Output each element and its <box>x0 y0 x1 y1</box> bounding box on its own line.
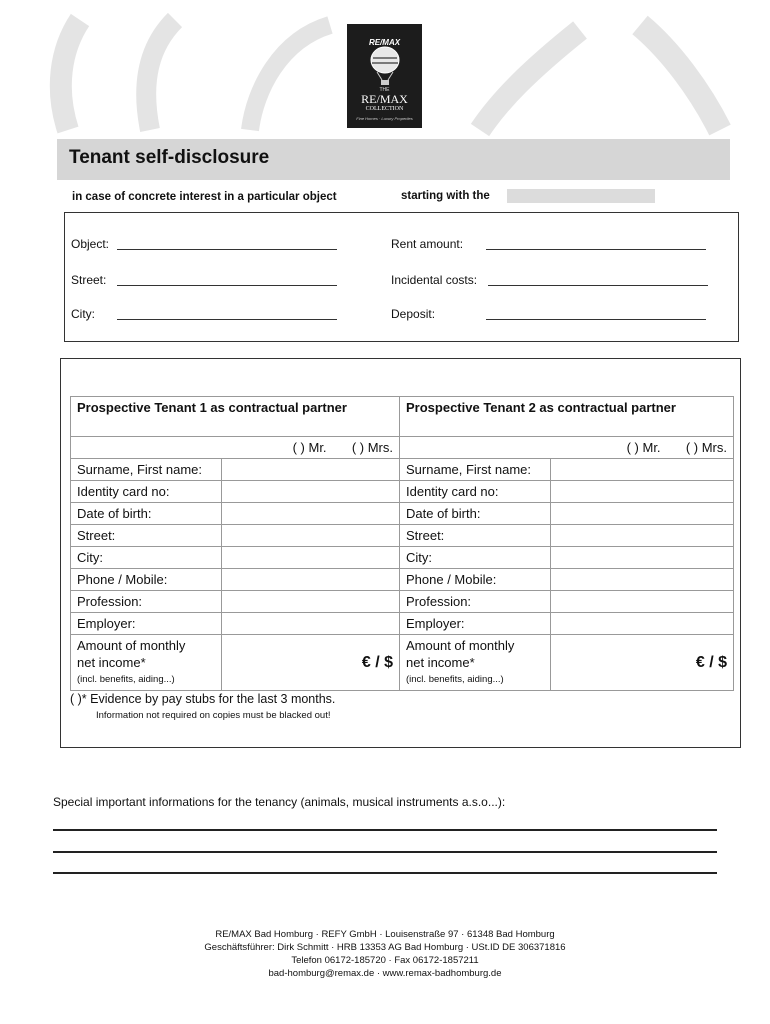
tenant1-mrs-option[interactable]: ( ) Mrs. <box>351 440 393 455</box>
table-row <box>71 547 734 569</box>
row-label: City: <box>400 547 551 569</box>
row-label: Surname, First name: <box>71 459 222 481</box>
logo-top-text: RE/MAX <box>368 38 401 47</box>
special-info-line-2[interactable] <box>53 851 717 853</box>
special-info-label: Special important informations for the tenancy (animals, musical instruments a.s.o...): <box>53 795 506 809</box>
page-title: Tenant self-disclosure <box>69 147 270 168</box>
income-label <box>400 635 551 691</box>
tenant1-city-field[interactable] <box>222 547 400 569</box>
city-label: City: <box>71 307 95 321</box>
tenant2-mr-option[interactable]: ( ) Mr. <box>626 440 661 455</box>
row-label: Surname, First name: <box>400 459 551 481</box>
income-label-line2: net income* <box>406 655 475 670</box>
tenant2-street-field[interactable] <box>551 525 734 547</box>
row-label: Date of birth: <box>71 503 222 525</box>
deposit-label: Deposit: <box>391 307 436 321</box>
evidence-checkbox-text[interactable]: ( )* Evidence by pay stubs for the last 3 months. <box>70 692 336 706</box>
incidental-costs-field[interactable] <box>488 275 708 286</box>
currency-label: € / $ <box>695 653 727 671</box>
tenant1-street-field[interactable] <box>222 525 400 547</box>
row-label: Profession: <box>71 591 222 613</box>
special-info-line-1[interactable] <box>53 829 717 831</box>
tenant2-profession-field[interactable] <box>551 591 734 613</box>
evidence-note: Information not required on copies must be blacked out! <box>96 710 331 721</box>
object-details-box <box>64 212 739 342</box>
row-label: Date of birth: <box>400 503 551 525</box>
tenant2-city-field[interactable] <box>551 547 734 569</box>
remax-collection-logo <box>347 24 422 128</box>
tenant2-salutation[interactable] <box>400 437 734 459</box>
currency-label: € / $ <box>361 653 393 671</box>
tenant1-income-field[interactable] <box>222 635 400 691</box>
income-label-line1: Amount of monthly <box>77 638 186 653</box>
row-label: Phone / Mobile: <box>400 569 551 591</box>
tenant-table <box>70 396 734 691</box>
tenant2-phone-field[interactable] <box>551 569 734 591</box>
city-field[interactable] <box>117 309 337 320</box>
logo-name: RE/MAX <box>361 92 408 106</box>
row-label: Phone / Mobile: <box>71 569 222 591</box>
tenant2-id-card-field[interactable] <box>551 481 734 503</box>
table-row <box>71 569 734 591</box>
start-date-field[interactable] <box>507 189 655 203</box>
tenant2-header: Prospective Tenant 2 as contractual partner <box>400 397 734 437</box>
row-label: Identity card no: <box>71 481 222 503</box>
special-info-line-3[interactable] <box>53 872 717 874</box>
table-row <box>71 613 734 635</box>
tenant1-salutation[interactable] <box>71 437 400 459</box>
table-row <box>71 503 734 525</box>
table-row <box>71 459 734 481</box>
tenant2-surname-field[interactable] <box>551 459 734 481</box>
tenant1-dob-field[interactable] <box>222 503 400 525</box>
tenant1-employer-field[interactable] <box>222 613 400 635</box>
footer-phone: Telefon 06172-185720 · Fax 06172-1857211 <box>291 955 479 966</box>
row-label: Identity card no: <box>400 481 551 503</box>
income-label <box>71 635 222 691</box>
table-row <box>71 591 734 613</box>
tenant2-employer-field[interactable] <box>551 613 734 635</box>
tenant2-dob-field[interactable] <box>551 503 734 525</box>
incidental-costs-label: Incidental costs: <box>391 273 478 287</box>
footer-contact: bad-homburg@remax.de · www.remax-badhomburg.de <box>268 968 502 979</box>
row-label: City: <box>71 547 222 569</box>
tenant1-surname-field[interactable] <box>222 459 400 481</box>
rent-amount-field[interactable] <box>486 239 706 250</box>
row-label: Street: <box>400 525 551 547</box>
tenant1-id-card-field[interactable] <box>222 481 400 503</box>
deposit-field[interactable] <box>486 309 706 320</box>
income-note: (incl. benefits, aiding...) <box>406 674 504 685</box>
starting-with-label: starting with the <box>401 190 490 202</box>
footer <box>0 928 770 980</box>
row-label: Profession: <box>400 591 551 613</box>
street-field[interactable] <box>117 275 337 286</box>
logo-tagline: Fine Homes · Luxury Properties <box>356 116 413 121</box>
object-label: Object: <box>71 237 110 251</box>
tenant1-mr-option[interactable]: ( ) Mr. <box>292 440 327 455</box>
income-label-line2: net income* <box>77 655 146 670</box>
tenant2-mrs-option[interactable]: ( ) Mrs. <box>685 440 727 455</box>
table-row <box>71 635 734 691</box>
row-label: Employer: <box>400 613 551 635</box>
table-row <box>71 525 734 547</box>
rent-amount-label: Rent amount: <box>391 237 464 251</box>
title-bar <box>57 139 730 180</box>
balloon-icon <box>367 46 403 86</box>
footer-registry: Geschäftsführer: Dirk Schmitt · HRB 13353 AG Bad Homburg · USt.ID DE 306371816 <box>204 942 566 953</box>
table-row <box>71 481 734 503</box>
object-field[interactable] <box>117 239 337 250</box>
tenant1-phone-field[interactable] <box>222 569 400 591</box>
street-label: Street: <box>71 273 107 287</box>
footer-address: RE/MAX Bad Homburg · REFY GmbH · Louisenstraße 97 · 61348 Bad Homburg <box>215 929 555 940</box>
tenant1-header: Prospective Tenant 1 as contractual partner <box>71 397 400 437</box>
tenant2-income-field[interactable] <box>551 635 734 691</box>
logo-the: THE <box>379 87 390 93</box>
subtitle: in case of concrete interest in a particular object <box>72 191 337 203</box>
income-label-line1: Amount of monthly <box>406 638 515 653</box>
row-label: Street: <box>71 525 222 547</box>
row-label: Employer: <box>71 613 222 635</box>
logo-collection: COLLECTION <box>365 106 404 112</box>
income-note: (incl. benefits, aiding...) <box>77 674 175 685</box>
tenant1-profession-field[interactable] <box>222 591 400 613</box>
